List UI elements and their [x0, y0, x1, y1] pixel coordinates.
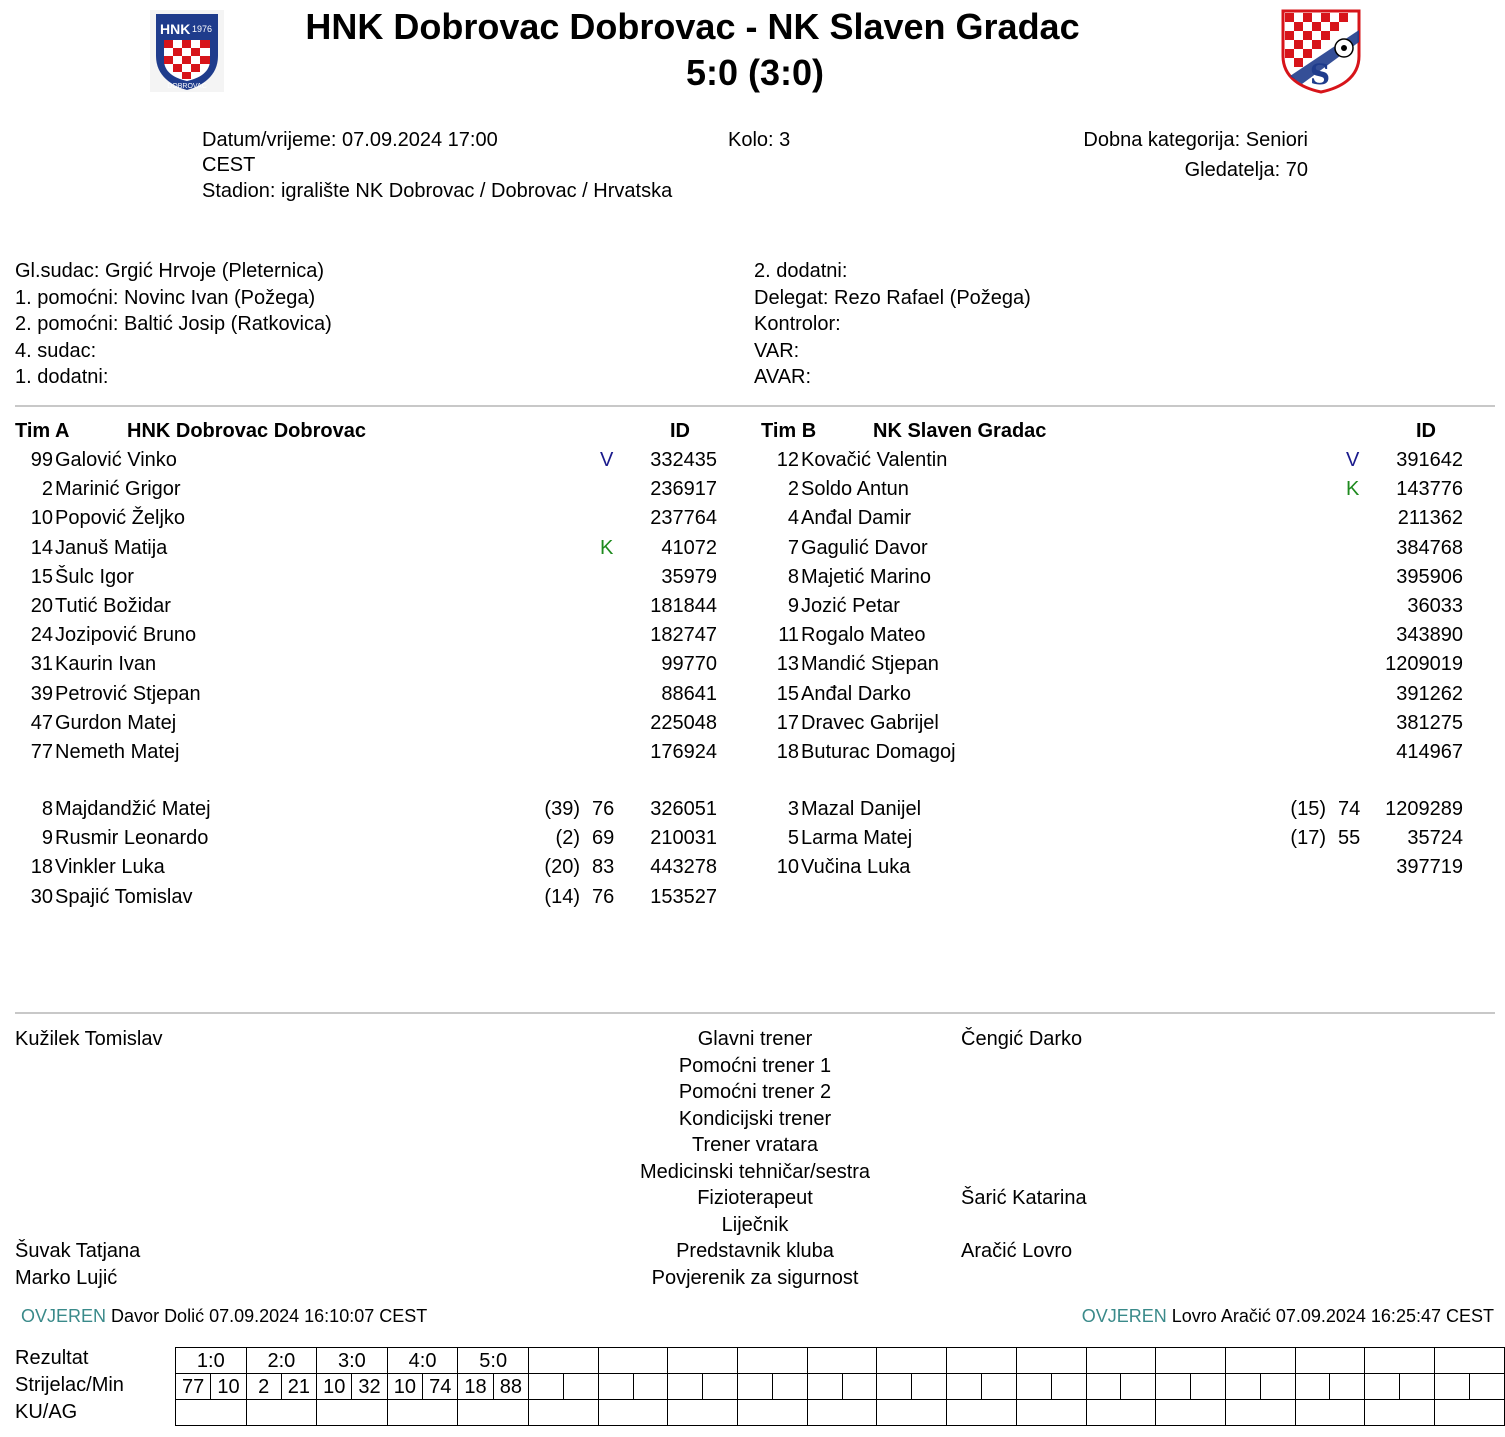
player-number: 8 — [787, 565, 799, 588]
player-id: 343890 — [1396, 624, 1463, 647]
player-number: 39 — [30, 682, 53, 705]
result-cell: 4:0 — [387, 1348, 458, 1374]
result-cell — [1295, 1348, 1365, 1374]
player-id: 384768 — [1396, 536, 1463, 559]
official-left-line: 2. pomoćni: Baltić Josip (Ratkovica) — [15, 313, 332, 335]
player-name: Kaurin Ivan — [55, 653, 157, 676]
staff-home-name: Marko Lujić — [15, 1266, 118, 1289]
captain-badge: K — [1346, 478, 1360, 501]
player-name: Tutić Božidar — [55, 595, 171, 617]
result-cell — [1016, 1348, 1086, 1374]
player-number: 5 — [787, 827, 799, 850]
cards-cell — [176, 1400, 247, 1426]
player-id: 1209289 — [1385, 798, 1463, 820]
match-datetime: Datum/vrijeme: 07.09.2024 17:00 — [202, 129, 498, 151]
substitution-minute: 74 — [1338, 798, 1361, 820]
player-id: 332435 — [650, 449, 717, 471]
player-id: 35724 — [1407, 827, 1463, 850]
cards-cell — [246, 1400, 316, 1426]
player-number: 9 — [41, 827, 53, 850]
player-name: Buturac Domagoj — [801, 741, 956, 763]
scorer-cell — [1121, 1374, 1156, 1400]
replaced-player: (17) — [1290, 827, 1326, 850]
player-name: Kovačić Valentin — [801, 449, 948, 471]
staff-role: Liječnik — [721, 1213, 789, 1236]
cards-cell — [1295, 1400, 1365, 1426]
player-number: 14 — [30, 536, 53, 559]
player-name: Šulc Igor — [55, 565, 134, 588]
cards-cell — [1365, 1400, 1435, 1426]
staff-role: Pomoćni trener 1 — [678, 1054, 832, 1077]
scorer-cell — [1086, 1374, 1121, 1400]
scorer-cell — [877, 1374, 912, 1400]
scorer-cell — [1400, 1374, 1435, 1400]
replaced-player: (20) — [544, 856, 580, 879]
player-name: Januš Matija — [55, 536, 168, 559]
result-cell — [877, 1348, 947, 1374]
result-cell — [598, 1348, 668, 1374]
summary-grid — [175, 1347, 1505, 1426]
substitution-minute: 76 — [592, 798, 615, 820]
scorer-cell — [1051, 1374, 1086, 1400]
scorer-cell — [598, 1374, 633, 1400]
player-number: 15 — [776, 682, 799, 705]
staff-role: Glavni trener — [697, 1028, 813, 1050]
cards-cell — [598, 1400, 668, 1426]
scorer-cell — [772, 1374, 807, 1400]
substitution-minute: 69 — [592, 827, 615, 850]
away-verification-text: Lovro Aračić 07.09.2024 16:25:47 CEST — [1171, 1306, 1494, 1326]
away-logo-letter: S — [1309, 58, 1331, 91]
player-name: Rogalo Mateo — [801, 624, 926, 647]
player-id: 88641 — [661, 682, 717, 705]
cards-cell — [1016, 1400, 1086, 1426]
cards-cell — [877, 1400, 947, 1426]
staff-away-name: Aračić Lovro — [961, 1240, 1073, 1262]
player-number: 11 — [778, 624, 799, 647]
scorer-cell — [1295, 1374, 1330, 1400]
staff-away-name: Čengić Darko — [961, 1028, 1083, 1050]
player-name: Mazal Danijel — [801, 798, 922, 820]
cards-cell — [1086, 1400, 1156, 1426]
player-number: 12 — [776, 449, 799, 471]
summary-label-result: Rezultat — [15, 1347, 89, 1369]
home-logo-year: 1976 — [192, 24, 213, 34]
summary-label-scorers: Strijelac/Min — [15, 1374, 124, 1396]
staff-role: Povjerenik za sigurnost — [651, 1266, 859, 1289]
player-id: 391262 — [1396, 682, 1463, 705]
result-cell: 3:0 — [317, 1348, 388, 1374]
scorer-cell: 88 — [493, 1374, 528, 1400]
goalkeeper-badge: V — [1346, 449, 1360, 471]
cards-cell — [1434, 1400, 1504, 1426]
player-id: 395906 — [1396, 565, 1463, 588]
scorer-cell — [1156, 1374, 1191, 1400]
player-name: Marinić Grigor — [55, 478, 181, 501]
player-id: 35979 — [661, 565, 717, 588]
substitution-minute: 83 — [592, 856, 615, 879]
result-cell — [529, 1348, 599, 1374]
player-id: 99770 — [661, 653, 717, 676]
player-number: 18 — [30, 856, 53, 879]
teamA-name: HNK Dobrovac Dobrovac — [127, 420, 366, 442]
player-name: Mandić Stjepan — [801, 653, 939, 676]
player-name: Jozić Petar — [801, 595, 900, 617]
result-cell — [668, 1348, 738, 1374]
scorer-cell: 74 — [423, 1374, 458, 1400]
cards-cell — [317, 1400, 388, 1426]
replaced-player: (14) — [544, 885, 580, 908]
official-left-line: 4. sudac: — [15, 339, 97, 362]
home-logo-text: HNK — [160, 21, 191, 37]
player-number: 10 — [776, 856, 799, 879]
player-id: 143776 — [1396, 478, 1463, 501]
result-row — [176, 1348, 1505, 1374]
player-name: Soldo Antun — [801, 478, 909, 501]
cards-cell — [458, 1400, 529, 1426]
home-verification-text: Davor Dolić 07.09.2024 16:10:07 CEST — [111, 1306, 428, 1326]
teamB-name: NK Slaven Gradac — [873, 420, 1047, 442]
player-number: 2 — [41, 478, 53, 501]
player-name: Rusmir Leonardo — [55, 827, 209, 850]
player-name: Majdandžić Matej — [55, 798, 211, 820]
cards-cell — [1156, 1400, 1226, 1426]
match-timezone: CEST — [202, 154, 256, 176]
scorer-cell — [982, 1374, 1017, 1400]
scorer-cell — [1016, 1374, 1051, 1400]
player-number: 10 — [30, 507, 53, 530]
player-id: 210031 — [650, 827, 717, 850]
scorer-cell: 10 — [317, 1374, 352, 1400]
teamA-id-header: ID — [670, 420, 690, 442]
player-name: Larma Matej — [801, 827, 913, 850]
player-name: Anđal Damir — [801, 507, 912, 530]
player-number: 8 — [41, 798, 53, 820]
player-id: 182747 — [650, 624, 717, 647]
player-name: Vinkler Luka — [55, 856, 165, 879]
result-cell — [738, 1348, 808, 1374]
result-cell — [1434, 1348, 1504, 1374]
player-id: 181844 — [650, 595, 717, 617]
scorer-cell: 77 — [176, 1374, 211, 1400]
player-id: 443278 — [650, 856, 717, 879]
scorer-cell: 10 — [387, 1374, 422, 1400]
away-verification — [1082, 1305, 1494, 1327]
staff-home-name: Šuvak Tatjana — [15, 1240, 141, 1262]
scorer-cell — [1434, 1374, 1469, 1400]
away-logo — [1280, 8, 1362, 94]
player-id: 414967 — [1396, 741, 1463, 763]
player-name: Popović Željko — [55, 507, 186, 530]
scorer-cell — [1260, 1374, 1295, 1400]
official-left-line: Gl.sudac: Grgić Hrvoje (Pleternica) — [15, 260, 324, 282]
player-number: 18 — [776, 741, 799, 763]
player-number: 13 — [776, 653, 799, 676]
divider-top — [15, 405, 1495, 407]
player-id: 176924 — [650, 741, 717, 763]
player-number: 3 — [787, 798, 799, 820]
scorer-cell — [1225, 1374, 1260, 1400]
player-name: Dravec Gabrijel — [801, 711, 939, 734]
replaced-player: (39) — [544, 798, 580, 820]
scorer-cell — [807, 1374, 842, 1400]
player-name: Petrović Stjepan — [55, 682, 201, 705]
cards-row — [176, 1400, 1505, 1426]
cards-cell — [387, 1400, 458, 1426]
player-id: 1209019 — [1385, 653, 1463, 676]
official-right-line: 2. dodatni: — [754, 260, 848, 282]
player-number: 20 — [30, 595, 53, 617]
result-cell — [1086, 1348, 1156, 1374]
scorer-cell: 2 — [246, 1374, 281, 1400]
official-right-line: VAR: — [754, 339, 800, 362]
match-round: Kolo: 3 — [728, 129, 791, 151]
scorer-cell — [912, 1374, 947, 1400]
player-name: Anđal Darko — [801, 682, 912, 705]
official-right-line: Kontrolor: — [754, 313, 841, 335]
replaced-player: (2) — [555, 827, 580, 850]
scorer-cell — [703, 1374, 738, 1400]
official-right-line: AVAR: — [754, 366, 812, 388]
staff-away-name: Šarić Katarina — [961, 1187, 1087, 1209]
result-cell — [1365, 1348, 1435, 1374]
player-id: 153527 — [650, 885, 717, 908]
cards-cell — [529, 1400, 599, 1426]
scorer-cell — [842, 1374, 877, 1400]
scorer-cell — [1330, 1374, 1365, 1400]
scorer-cell — [529, 1374, 564, 1400]
staff-role: Kondicijski trener — [678, 1107, 832, 1130]
player-name: Spajić Tomislav — [55, 885, 193, 908]
summary-label-cards: KU/AG — [15, 1401, 78, 1423]
player-name: Gagulić Davor — [801, 536, 928, 559]
player-id: 211362 — [1397, 507, 1463, 530]
teamB-label: Tim B — [761, 420, 817, 442]
official-left-line: 1. pomoćni: Novinc Ivan (Požega) — [15, 286, 316, 309]
staff-role: Predstavnik kluba — [676, 1240, 834, 1262]
captain-badge: K — [600, 536, 614, 559]
scorer-cell — [1365, 1374, 1400, 1400]
scorer-cell — [738, 1374, 773, 1400]
official-right-line: Delegat: Rezo Rafael (Požega) — [754, 286, 1031, 309]
player-number: 31 — [30, 653, 53, 676]
age-category: Dobna kategorija: Seniori — [1083, 129, 1308, 151]
scorer-cell: 18 — [458, 1374, 493, 1400]
teamB-id-header: ID — [1416, 420, 1436, 442]
official-left-line: 1. dodatni: — [15, 366, 109, 388]
match-title: HNK Dobrovac Dobrovac - NK Slaven Gradac — [305, 6, 1080, 47]
player-number: 24 — [30, 624, 53, 647]
player-number: 7 — [787, 536, 799, 559]
scorer-cell: 10 — [211, 1374, 246, 1400]
player-id: 236917 — [650, 478, 717, 501]
player-number: 99 — [30, 449, 53, 471]
replaced-player: (15) — [1290, 798, 1326, 820]
player-name: Jozipović Bruno — [55, 624, 197, 647]
result-cell: 2:0 — [246, 1348, 316, 1374]
match-score: 5:0 (3:0) — [685, 52, 825, 93]
player-id: 36033 — [1407, 595, 1463, 617]
away-verification-status: OVJEREN — [1081, 1306, 1167, 1326]
staff-role: Trener vratara — [692, 1134, 818, 1156]
player-number: 30 — [30, 885, 53, 908]
scorer-cell — [633, 1374, 668, 1400]
player-name: Majetić Marino — [801, 565, 932, 588]
player-id: 41072 — [661, 536, 717, 559]
player-id: 326051 — [650, 798, 717, 820]
scorer-cell: 32 — [352, 1374, 387, 1400]
result-cell — [807, 1348, 877, 1374]
player-id: 237764 — [650, 507, 717, 530]
player-number: 17 — [776, 711, 799, 734]
player-id: 381275 — [1396, 711, 1463, 734]
player-number: 77 — [30, 741, 53, 763]
staff-role: Pomoćni trener 2 — [678, 1081, 832, 1103]
player-name: Vučina Luka — [801, 856, 911, 879]
player-number: 9 — [787, 595, 799, 617]
scorer-cell — [1469, 1374, 1504, 1400]
cards-cell — [947, 1400, 1017, 1426]
player-id: 397719 — [1396, 856, 1463, 879]
cards-cell — [738, 1400, 808, 1426]
scorer-cell — [947, 1374, 982, 1400]
staff-role: Medicinski tehničar/sestra — [639, 1160, 871, 1183]
teamA-label: Tim A — [15, 420, 70, 442]
player-number: 2 — [787, 478, 799, 501]
match-stadium: Stadion: igralište NK Dobrovac / Dobrovac / Hrvatska — [202, 180, 673, 202]
substitution-minute: 55 — [1338, 827, 1361, 850]
player-number: 15 — [30, 565, 53, 588]
player-number: 4 — [787, 507, 799, 530]
result-cell — [947, 1348, 1017, 1374]
cards-cell — [807, 1400, 877, 1426]
player-id: 391642 — [1396, 449, 1463, 471]
goalkeeper-badge: V — [600, 449, 614, 471]
player-id: 225048 — [650, 711, 717, 734]
substitution-minute: 76 — [592, 885, 615, 908]
scorer-cell — [1191, 1374, 1226, 1400]
scorer-row — [176, 1374, 1505, 1400]
scorer-cell — [563, 1374, 598, 1400]
player-number: 47 — [30, 711, 53, 734]
cards-cell — [1225, 1400, 1295, 1426]
spectators: Gledatelja: 70 — [1184, 159, 1308, 181]
divider-middle — [15, 1012, 1495, 1014]
home-logo-name: DOBROVAC — [167, 83, 207, 90]
player-name: Galović Vinko — [55, 449, 177, 471]
scorer-cell — [668, 1374, 703, 1400]
result-cell — [1156, 1348, 1226, 1374]
player-name: Nemeth Matej — [55, 741, 180, 763]
result-cell: 1:0 — [176, 1348, 247, 1374]
home-verification-status: OVJEREN — [21, 1306, 107, 1326]
staff-role: Fizioterapeut — [697, 1187, 813, 1209]
player-name: Gurdon Matej — [55, 711, 177, 734]
home-verification — [21, 1305, 427, 1327]
scorer-cell: 21 — [281, 1374, 316, 1400]
result-cell — [1225, 1348, 1295, 1374]
staff-home-name: Kužilek Tomislav — [15, 1028, 163, 1050]
result-cell: 5:0 — [458, 1348, 529, 1374]
cards-cell — [668, 1400, 738, 1426]
